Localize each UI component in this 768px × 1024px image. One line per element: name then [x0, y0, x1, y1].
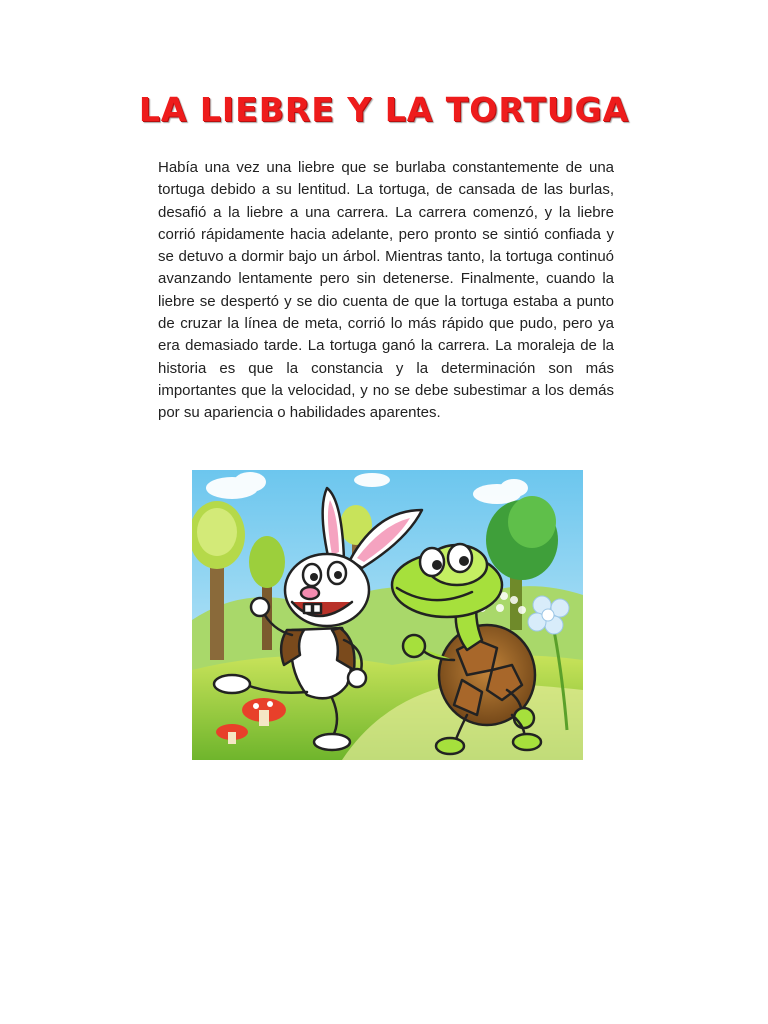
story-paragraph: Había una vez una liebre que se burlaba constantemente de una tortuga debido a su lentitud. La tortuga, de cansada de las burlas, desafió a la liebre a una carrera. La carrera comenzó, y la liebre corrió rápidamente hacia adelante, pero pronto se sintió confiada y se detuvo a dormir bajo un árbol. Mientras tanto, la tortuga continuó avanzando lentamente pero sin detenerse. Finalmente, cuando la liebre se despertó y se dio cuenta de que la tortuga estaba a punto de cruzar la línea de meta, corrió lo más rápido que pudo, pero ya era demasiado tarde. La tortuga ganó la carrera. La moraleja de la historia es que la constancia y la determinación son más importantes que la velocidad, y no se debe subestimar a los demás por su apariencia o habilidades aparentes.	[158, 159, 614, 422]
page-title: LA LIEBRE Y LA TORTUGA	[138, 90, 630, 129]
illustration-svg	[192, 470, 583, 760]
story-illustration	[192, 470, 583, 760]
